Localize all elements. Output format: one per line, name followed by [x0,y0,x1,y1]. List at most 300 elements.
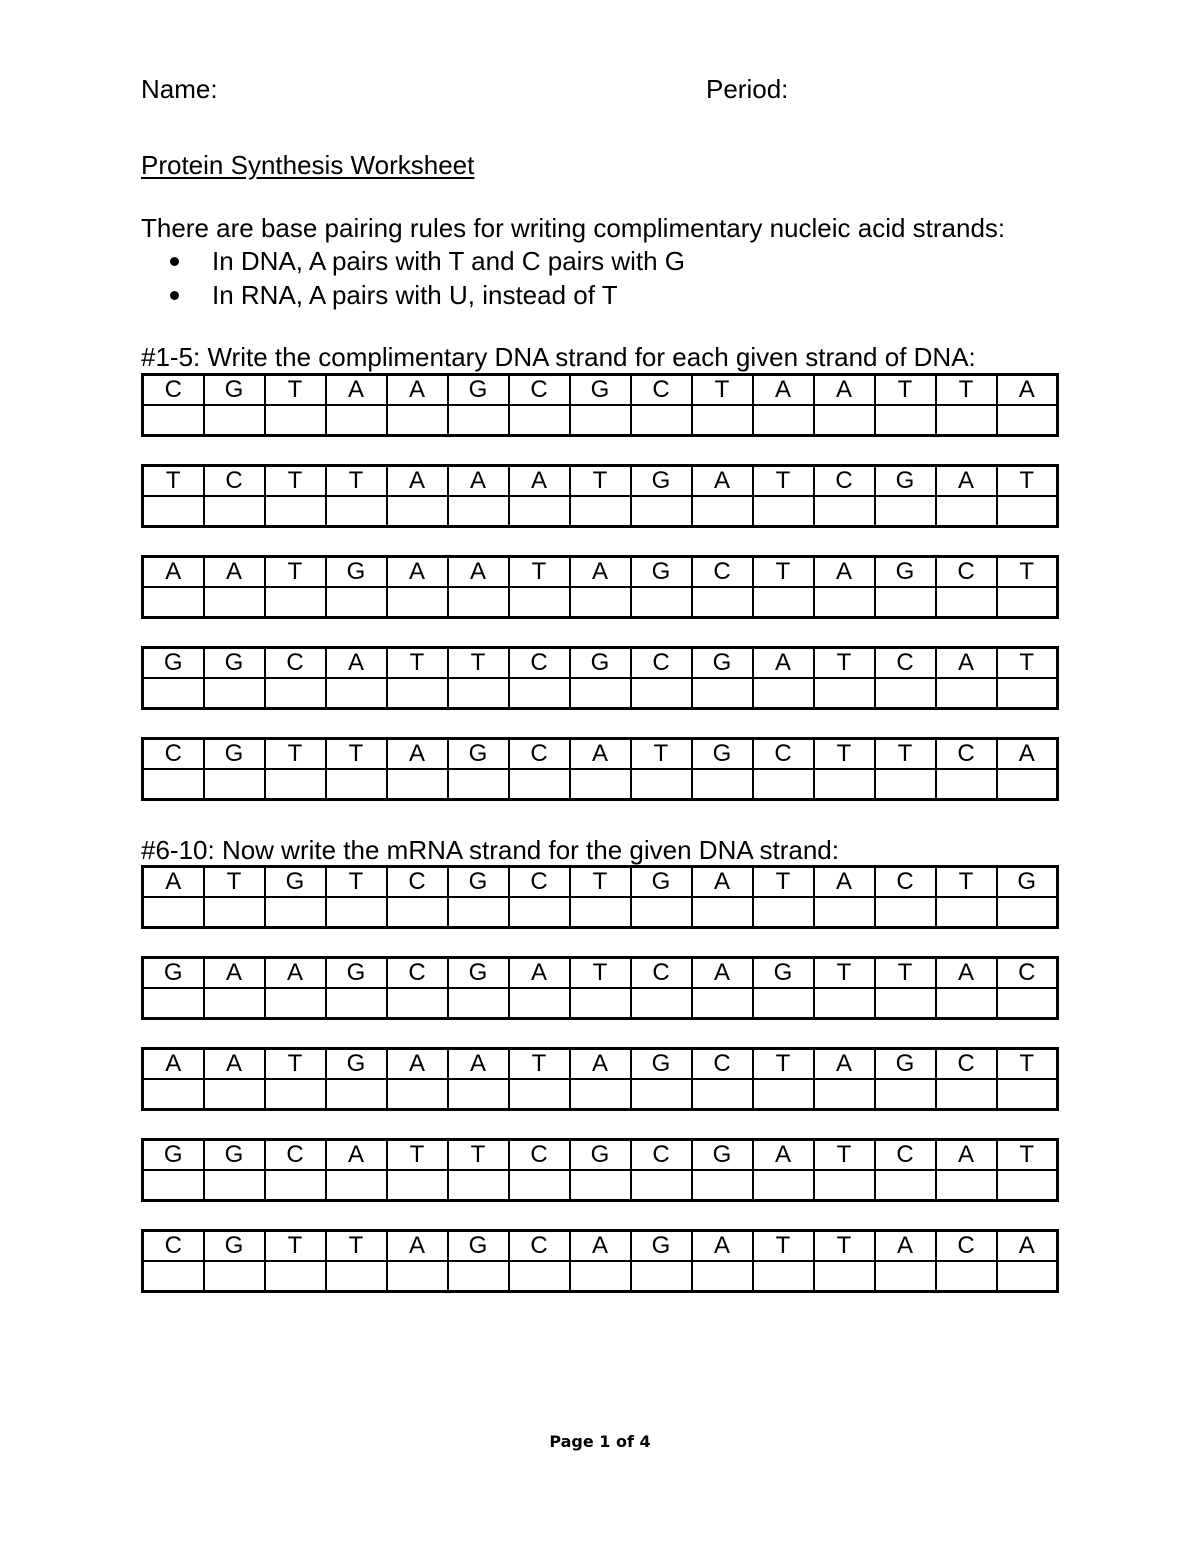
answer-row [143,1079,1058,1110]
base-cell: T [692,375,753,406]
answer-cell[interactable] [509,678,570,709]
answer-cell[interactable] [997,1079,1058,1110]
base-cell: G [204,1231,265,1262]
answer-cell[interactable] [204,988,265,1019]
base-cell: C [692,557,753,588]
answer-cell[interactable] [387,496,448,527]
base-cell: T [997,557,1058,588]
base-cell: C [936,739,997,770]
given-strand-row [143,466,1058,497]
base-cell: A [509,958,570,989]
answer-row [143,678,1058,709]
base-cell: A [326,375,387,406]
base-cell: C [936,1231,997,1262]
base-cell: A [753,1140,814,1171]
answer-cell[interactable] [204,1079,265,1110]
base-cell: G [692,648,753,679]
answer-row [143,769,1058,800]
base-cell: A [997,1231,1058,1262]
base-cell: T [448,1140,509,1171]
base-cell: T [265,466,326,497]
base-cell: T [753,867,814,898]
base-cell: C [997,958,1058,989]
answer-cell[interactable] [143,678,204,709]
base-cell: T [143,466,204,497]
base-cell: A [387,466,448,497]
answer-cell[interactable] [692,405,753,436]
base-cell: A [753,648,814,679]
answer-cell[interactable] [326,1261,387,1292]
answer-cell[interactable] [753,587,814,618]
answer-cell[interactable] [265,1170,326,1201]
base-cell: C [509,1231,570,1262]
section2-strand-table-5 [141,1229,1059,1293]
base-cell: A [875,1231,936,1262]
answer-cell[interactable] [631,769,692,800]
base-cell: A [753,375,814,406]
base-cell: A [204,1049,265,1080]
answer-cell[interactable] [204,678,265,709]
base-cell: G [265,867,326,898]
answer-cell[interactable] [326,496,387,527]
base-cell: C [143,1231,204,1262]
base-cell: A [143,557,204,588]
answer-cell[interactable] [753,897,814,928]
base-cell: C [509,867,570,898]
base-cell: A [814,557,875,588]
base-cell: T [265,1231,326,1262]
answer-cell[interactable] [265,405,326,436]
answer-cell[interactable] [509,496,570,527]
answer-cell[interactable] [509,587,570,618]
given-strand-row [143,1231,1058,1262]
base-cell: G [631,1231,692,1262]
answer-cell[interactable] [265,988,326,1019]
answer-cell[interactable] [753,1079,814,1110]
answer-cell[interactable] [387,678,448,709]
base-cell: A [814,1049,875,1080]
answer-cell[interactable] [997,988,1058,1019]
section1-strand-table-4 [141,646,1059,710]
base-cell: C [509,1140,570,1171]
answer-cell[interactable] [570,769,631,800]
base-cell: T [936,867,997,898]
rule-item-dna [170,246,685,280]
answer-cell[interactable] [448,678,509,709]
answer-cell[interactable] [692,1170,753,1201]
base-cell: A [936,1140,997,1171]
base-cell: A [997,739,1058,770]
answer-cell[interactable] [265,897,326,928]
answer-cell[interactable] [387,1079,448,1110]
base-cell: T [265,1049,326,1080]
rules-list [170,246,685,314]
answer-cell[interactable] [753,405,814,436]
base-cell: A [387,557,448,588]
answer-cell[interactable] [692,587,753,618]
base-cell: A [814,867,875,898]
base-cell: A [936,466,997,497]
answer-cell[interactable] [692,769,753,800]
base-cell: G [875,557,936,588]
answer-cell[interactable] [448,1170,509,1201]
rule-text: In DNA, A pairs with T and C pairs with G [212,246,686,276]
answer-cell[interactable] [753,1261,814,1292]
answer-cell[interactable] [204,405,265,436]
base-cell: A [570,557,631,588]
base-cell: A [692,1231,753,1262]
base-cell: T [997,648,1058,679]
given-strand-row [143,375,1058,406]
section1-strand-table-5 [141,737,1059,801]
given-strand-row [143,557,1058,588]
base-cell: A [448,1049,509,1080]
answer-cell[interactable] [631,1079,692,1110]
given-strand-row [143,958,1058,989]
answer-cell[interactable] [875,1261,936,1292]
answer-cell[interactable] [631,587,692,618]
base-cell: T [814,958,875,989]
answer-cell[interactable] [570,988,631,1019]
base-cell: C [875,867,936,898]
base-cell: C [631,648,692,679]
base-cell: T [875,375,936,406]
answer-cell[interactable] [509,1261,570,1292]
base-cell: A [204,557,265,588]
answer-row [143,587,1058,618]
answer-cell[interactable] [143,405,204,436]
answer-cell[interactable] [326,678,387,709]
answer-cell[interactable] [631,678,692,709]
given-strand-row [143,867,1058,898]
base-cell: G [631,466,692,497]
answer-cell[interactable] [936,1170,997,1201]
base-cell: C [875,1140,936,1171]
base-cell: T [814,1231,875,1262]
answer-cell[interactable] [326,897,387,928]
base-cell: C [509,648,570,679]
answer-cell[interactable] [936,587,997,618]
answer-cell[interactable] [753,1170,814,1201]
base-cell: G [143,958,204,989]
answer-cell[interactable] [204,496,265,527]
answer-cell[interactable] [265,587,326,618]
base-cell: G [204,648,265,679]
base-cell: A [570,1231,631,1262]
answer-cell[interactable] [875,1079,936,1110]
answer-cell[interactable] [875,678,936,709]
answer-cell[interactable] [997,1261,1058,1292]
answer-cell[interactable] [570,897,631,928]
base-cell: C [631,375,692,406]
answer-cell[interactable] [997,496,1058,527]
answer-cell[interactable] [570,405,631,436]
base-cell: T [814,648,875,679]
base-cell: T [936,375,997,406]
answer-cell[interactable] [265,496,326,527]
section2-heading: #6-10: Now write the mRNA strand for the given DNA strand: [141,835,839,865]
answer-cell[interactable] [387,897,448,928]
base-cell: A [387,739,448,770]
base-cell: C [509,375,570,406]
answer-cell[interactable] [448,769,509,800]
base-cell: T [997,1049,1058,1080]
answer-cell[interactable] [692,678,753,709]
answer-cell[interactable] [570,678,631,709]
answer-cell[interactable] [143,988,204,1019]
answer-cell[interactable] [265,1261,326,1292]
answer-row [143,1170,1058,1201]
base-cell: G [631,867,692,898]
answer-cell[interactable] [509,1170,570,1201]
answer-cell[interactable] [692,897,753,928]
answer-cell[interactable] [509,988,570,1019]
answer-cell[interactable] [448,1261,509,1292]
answer-cell[interactable] [265,769,326,800]
base-cell: T [753,557,814,588]
answer-cell[interactable] [387,769,448,800]
answer-cell[interactable] [143,496,204,527]
base-cell: T [265,375,326,406]
base-cell: T [326,739,387,770]
base-cell: T [326,466,387,497]
answer-cell[interactable] [509,1079,570,1110]
answer-cell[interactable] [814,988,875,1019]
answer-cell[interactable] [814,1079,875,1110]
base-cell: G [204,739,265,770]
answer-cell[interactable] [875,1170,936,1201]
section1-strand-table-1 [141,373,1059,437]
answer-cell[interactable] [997,587,1058,618]
base-cell: G [143,648,204,679]
answer-cell[interactable] [387,587,448,618]
answer-cell[interactable] [814,769,875,800]
base-cell: A [204,958,265,989]
base-cell: A [997,375,1058,406]
base-cell: T [570,867,631,898]
given-strand-row [143,1140,1058,1171]
answer-cell[interactable] [814,678,875,709]
answer-cell[interactable] [326,1079,387,1110]
answer-cell[interactable] [936,496,997,527]
period-label: Period: [706,74,789,104]
section2-strand-table-1 [141,865,1059,929]
answer-cell[interactable] [509,769,570,800]
base-cell: G [570,375,631,406]
base-cell: C [753,739,814,770]
section1-strand-table-3 [141,555,1059,619]
base-cell: A [692,958,753,989]
base-cell: T [753,1049,814,1080]
answer-cell[interactable] [814,897,875,928]
answer-cell[interactable] [143,769,204,800]
page-title: Protein Synthesis Worksheet [141,150,475,180]
base-cell: A [509,466,570,497]
base-cell: C [387,958,448,989]
bullet-icon [170,291,179,300]
base-cell: A [387,375,448,406]
base-cell: T [570,958,631,989]
base-cell: G [448,1231,509,1262]
base-cell: G [875,466,936,497]
answer-cell[interactable] [631,897,692,928]
answer-cell[interactable] [997,897,1058,928]
base-cell: G [570,1140,631,1171]
answer-cell[interactable] [692,1261,753,1292]
answer-cell[interactable] [570,587,631,618]
base-cell: G [448,958,509,989]
rule-item-rna [170,280,685,314]
answer-cell[interactable] [448,405,509,436]
answer-cell[interactable] [875,496,936,527]
answer-cell[interactable] [143,897,204,928]
base-cell: T [326,867,387,898]
answer-cell[interactable] [265,678,326,709]
base-cell: G [204,1140,265,1171]
answer-cell[interactable] [814,1170,875,1201]
answer-cell[interactable] [387,988,448,1019]
base-cell: C [387,867,448,898]
answer-cell[interactable] [875,587,936,618]
answer-cell[interactable] [814,496,875,527]
answer-cell[interactable] [997,769,1058,800]
answer-cell[interactable] [448,496,509,527]
answer-cell[interactable] [204,769,265,800]
base-cell: C [936,1049,997,1080]
answer-cell[interactable] [448,1079,509,1110]
answer-cell[interactable] [387,1261,448,1292]
answer-cell[interactable] [753,678,814,709]
answer-cell[interactable] [631,496,692,527]
answer-cell[interactable] [814,405,875,436]
base-cell: A [387,1049,448,1080]
base-cell: A [448,466,509,497]
section2-strand-table-4 [141,1138,1059,1202]
base-cell: C [265,1140,326,1171]
answer-cell[interactable] [204,897,265,928]
answer-cell[interactable] [936,405,997,436]
answer-cell[interactable] [448,587,509,618]
base-cell: A [326,1140,387,1171]
base-cell: T [387,648,448,679]
section2-strand-table-2 [141,956,1059,1020]
base-cell: C [265,648,326,679]
answer-cell[interactable] [570,496,631,527]
given-strand-row [143,739,1058,770]
answer-cell[interactable] [875,405,936,436]
base-cell: T [509,557,570,588]
answer-cell[interactable] [692,496,753,527]
answer-cell[interactable] [936,1079,997,1110]
answer-cell[interactable] [570,1170,631,1201]
answer-cell[interactable] [143,587,204,618]
bullet-icon [170,257,179,266]
answer-cell[interactable] [936,897,997,928]
answer-cell[interactable] [570,1079,631,1110]
answer-cell[interactable] [692,988,753,1019]
answer-cell[interactable] [509,897,570,928]
base-cell: T [448,648,509,679]
base-cell: A [326,648,387,679]
answer-cell[interactable] [753,769,814,800]
answer-cell[interactable] [936,988,997,1019]
base-cell: T [997,1140,1058,1171]
base-cell: C [631,958,692,989]
answer-cell[interactable] [387,405,448,436]
answer-cell[interactable] [875,769,936,800]
answer-cell[interactable] [936,678,997,709]
answer-cell[interactable] [936,1261,997,1292]
answer-cell[interactable] [997,405,1058,436]
base-cell: C [143,375,204,406]
answer-cell[interactable] [143,1079,204,1110]
answer-cell[interactable] [326,405,387,436]
base-cell: T [631,739,692,770]
answer-cell[interactable] [631,988,692,1019]
base-cell: G [326,557,387,588]
base-cell: G [631,1049,692,1080]
base-cell: C [936,557,997,588]
answer-cell[interactable] [204,1261,265,1292]
answer-cell[interactable] [875,988,936,1019]
answer-cell[interactable] [204,1170,265,1201]
answer-cell[interactable] [387,1170,448,1201]
answer-cell[interactable] [631,1170,692,1201]
answer-cell[interactable] [570,1261,631,1292]
rule-text: In RNA, A pairs with U, instead of T [212,280,618,310]
answer-cell[interactable] [997,678,1058,709]
section1-strand-table-2 [141,464,1059,528]
base-cell: A [814,375,875,406]
answer-cell[interactable] [753,496,814,527]
answer-cell[interactable] [509,405,570,436]
answer-cell[interactable] [448,897,509,928]
answer-cell[interactable] [326,587,387,618]
base-cell: A [143,867,204,898]
page-number: Page 1 of 4 [549,1432,651,1451]
base-cell: G [875,1049,936,1080]
base-cell: A [936,958,997,989]
base-cell: G [753,958,814,989]
base-cell: A [265,958,326,989]
answer-cell[interactable] [875,897,936,928]
base-cell: A [570,739,631,770]
answer-cell[interactable] [326,988,387,1019]
answer-cell[interactable] [265,1079,326,1110]
answer-cell[interactable] [814,587,875,618]
answer-cell[interactable] [753,988,814,1019]
answer-cell[interactable] [692,1079,753,1110]
base-cell: G [326,958,387,989]
answer-cell[interactable] [814,1261,875,1292]
answer-cell[interactable] [326,1170,387,1201]
answer-cell[interactable] [448,988,509,1019]
answer-cell[interactable] [631,1261,692,1292]
answer-cell[interactable] [936,769,997,800]
base-cell: G [326,1049,387,1080]
answer-cell[interactable] [143,1170,204,1201]
base-cell: A [692,867,753,898]
answer-cell[interactable] [631,405,692,436]
answer-cell[interactable] [204,587,265,618]
base-cell: A [143,1049,204,1080]
base-cell: C [814,466,875,497]
answer-cell[interactable] [326,769,387,800]
answer-cell[interactable] [997,1170,1058,1201]
answer-row [143,897,1058,928]
answer-cell[interactable] [143,1261,204,1292]
base-cell: A [387,1231,448,1262]
